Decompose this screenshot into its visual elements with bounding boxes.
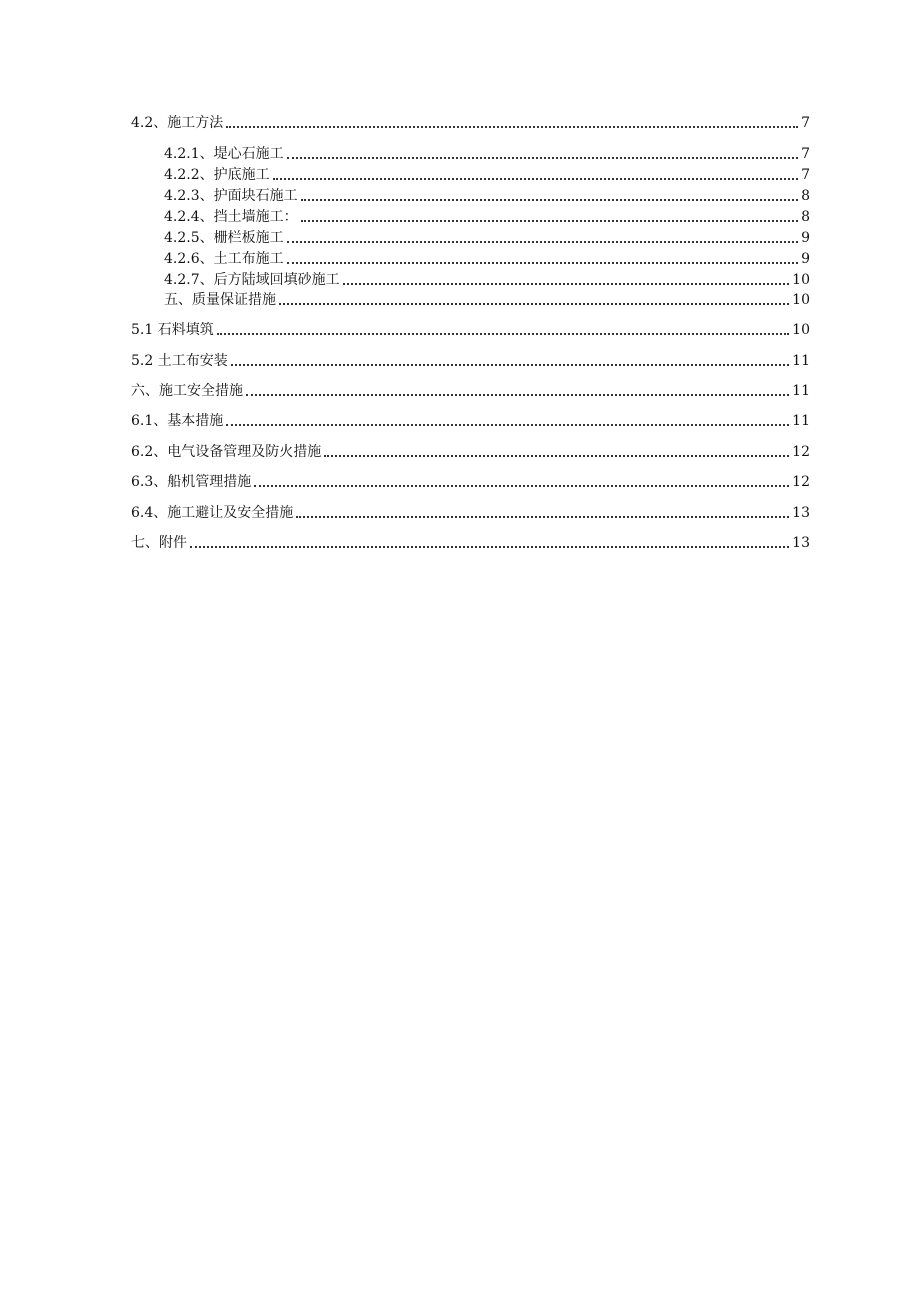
toc-dot-leader xyxy=(217,333,789,335)
toc-entry-title: 5.1 石料填筑 xyxy=(131,322,214,338)
toc-dot-leader xyxy=(226,424,789,426)
toc-entry-page: 12 xyxy=(792,444,810,460)
toc-entry[interactable] xyxy=(131,350,810,370)
toc-dot-leader xyxy=(296,516,789,518)
toc-dot-leader xyxy=(254,485,789,487)
toc-entry-page: 13 xyxy=(792,505,810,521)
toc-dot-leader xyxy=(279,303,789,305)
toc-entry-title: 七、附件 xyxy=(131,535,187,551)
toc-dot-leader xyxy=(190,546,789,548)
toc-dot-leader xyxy=(301,199,798,201)
toc-entry-page: 10 xyxy=(792,292,810,308)
toc-dot-leader xyxy=(287,262,798,264)
toc-dot-leader xyxy=(246,394,789,396)
toc-entry-page: 9 xyxy=(801,230,810,246)
toc-dot-leader xyxy=(301,220,798,222)
toc-entry[interactable] xyxy=(164,227,810,247)
toc-entry-title: 6.4、施工避让及安全措施 xyxy=(131,505,294,521)
toc-dot-leader xyxy=(226,126,798,128)
toc-dot-leader xyxy=(324,455,789,457)
toc-entry[interactable] xyxy=(131,410,810,430)
toc-entry-title: 4.2.1、堤心石施工 xyxy=(164,146,284,162)
toc-entry-title: 4.2.2、护底施工 xyxy=(164,167,270,183)
toc-entry-title: 6.1、基本措施 xyxy=(131,413,224,429)
toc-entry-title: 4.2、施工方法 xyxy=(131,115,224,131)
toc-entry-title: 5.2 土工布安装 xyxy=(131,353,228,369)
toc-entry[interactable] xyxy=(164,289,810,309)
toc-dot-leader xyxy=(287,157,798,159)
toc-entry-title: 4.2.6、土工布施工 xyxy=(164,251,284,267)
toc-entry-page: 10 xyxy=(792,322,810,338)
toc-entry[interactable] xyxy=(164,164,810,184)
toc-entry-title: 六、施工安全措施 xyxy=(131,383,243,399)
toc-entry[interactable] xyxy=(131,502,810,522)
toc-entry-title: 五、质量保证措施 xyxy=(164,292,276,308)
toc-entry[interactable] xyxy=(164,206,810,226)
toc-entry[interactable] xyxy=(131,532,810,552)
toc-entry-page: 7 xyxy=(801,115,810,131)
toc-entry-title: 6.3、船机管理措施 xyxy=(131,474,252,490)
toc-entry[interactable] xyxy=(164,143,810,163)
toc-entry-page: 11 xyxy=(792,383,810,399)
toc-entry-page: 7 xyxy=(801,167,810,183)
toc-entry[interactable] xyxy=(164,269,810,289)
toc-entry-title: 4.2.7、后方陆域回填砂施工 xyxy=(164,272,340,288)
toc-entry-page: 13 xyxy=(792,535,810,551)
toc-entry-page: 8 xyxy=(801,209,810,225)
toc-entry[interactable] xyxy=(131,112,810,132)
toc-entry-title: 4.2.3、护面块石施工 xyxy=(164,188,298,204)
toc-entry[interactable] xyxy=(164,248,810,268)
toc-entry-page: 10 xyxy=(792,272,810,288)
toc-dot-leader xyxy=(343,283,790,285)
toc-entry-page: 11 xyxy=(792,413,810,429)
toc-entry-page: 11 xyxy=(792,353,810,369)
toc-entry-page: 12 xyxy=(792,474,810,490)
toc-entry[interactable] xyxy=(131,471,810,491)
toc-entry[interactable] xyxy=(131,441,810,461)
toc-entry-page: 8 xyxy=(801,188,810,204)
toc-entry-title: 4.2.5、栅栏板施工 xyxy=(164,230,284,246)
toc-entry-page: 9 xyxy=(801,251,810,267)
toc-dot-leader xyxy=(231,364,789,366)
toc-dot-leader xyxy=(287,241,798,243)
toc-dot-leader xyxy=(273,178,798,180)
toc-entry[interactable] xyxy=(131,380,810,400)
toc-entry[interactable] xyxy=(164,185,810,205)
toc-entry-page: 7 xyxy=(801,146,810,162)
toc-entry-title: 4.2.4、挡土墙施工： xyxy=(164,209,298,225)
toc-entry[interactable] xyxy=(131,319,810,339)
toc-entry-title: 6.2、电气设备管理及防火措施 xyxy=(131,444,322,460)
